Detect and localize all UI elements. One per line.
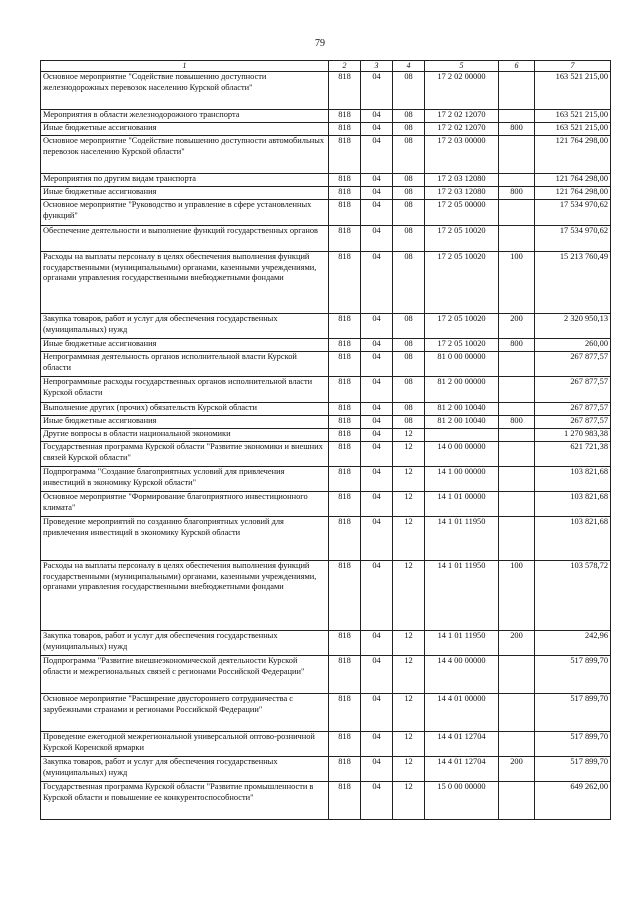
row-name-cell: Основное мероприятие "Содействие повышению доступности железнодорожных перевозок населению Курской области" xyxy=(41,72,329,110)
row-amount-cell: 517 899,70 xyxy=(535,694,611,732)
row-subsection-cell: 08 xyxy=(393,352,425,377)
row-name-cell: Расходы на выплаты персоналу в целях обеспечения выполнения функций государственными (муниципальными) органами, казенными учреждениями, органами управления государственными внебюджетными фондами xyxy=(41,252,329,314)
row-name-cell: Государственная программа Курской области "Развитие промышленности в Курской области и повышение ее конкурентоспособности" xyxy=(41,782,329,820)
row-target-article-cell: 17 2 02 12070 xyxy=(425,123,499,136)
row-expense-type-cell: 100 xyxy=(499,252,535,314)
table-row xyxy=(41,416,611,429)
table-row xyxy=(41,352,611,377)
row-name-cell: Расходы на выплаты персоналу в целях обеспечения выполнения функций государственными (муниципальными) органами, казенными учреждениями, органами управления государственными внебюджетными фондами xyxy=(41,561,329,631)
row-target-article-cell: 14 1 01 11950 xyxy=(425,631,499,656)
row-expense-type-cell xyxy=(499,467,535,492)
row-expense-type-cell xyxy=(499,174,535,187)
row-code-cell: 818 xyxy=(329,72,361,110)
row-section-cell: 04 xyxy=(361,226,393,252)
row-section-cell: 04 xyxy=(361,694,393,732)
row-target-article-cell: 14 1 01 00000 xyxy=(425,492,499,517)
row-code-cell: 818 xyxy=(329,757,361,782)
row-name-cell: Непрограммная деятельность органов исполнительной власти Курской области xyxy=(41,352,329,377)
row-section-cell: 04 xyxy=(361,442,393,467)
row-subsection-cell: 08 xyxy=(393,187,425,200)
row-code-cell: 818 xyxy=(329,187,361,200)
row-subsection-cell: 08 xyxy=(393,136,425,174)
row-name-cell: Выполнение других (прочих) обязательств Курской области xyxy=(41,403,329,416)
row-amount-cell: 267 877,57 xyxy=(535,416,611,429)
row-subsection-cell: 12 xyxy=(393,732,425,757)
row-amount-cell: 15 213 760,49 xyxy=(535,252,611,314)
row-target-article-cell: 14 1 01 11950 xyxy=(425,561,499,631)
table-row xyxy=(41,187,611,200)
row-subsection-cell: 12 xyxy=(393,631,425,656)
row-expense-type-cell xyxy=(499,732,535,757)
row-subsection-cell: 12 xyxy=(393,467,425,492)
row-section-cell: 04 xyxy=(361,517,393,561)
table-row xyxy=(41,561,611,631)
row-expense-type-cell xyxy=(499,136,535,174)
row-expense-type-cell xyxy=(499,694,535,732)
row-expense-type-cell xyxy=(499,352,535,377)
row-amount-cell: 121 764 298,00 xyxy=(535,174,611,187)
row-section-cell: 04 xyxy=(361,732,393,757)
row-amount-cell: 103 821,68 xyxy=(535,492,611,517)
row-name-cell: Основное мероприятие "Руководство и управление в сфере установленных функций" xyxy=(41,200,329,226)
row-expense-type-cell: 800 xyxy=(499,339,535,352)
row-amount-cell: 103 821,68 xyxy=(535,467,611,492)
row-subsection-cell: 12 xyxy=(393,757,425,782)
row-expense-type-cell xyxy=(499,377,535,403)
row-code-cell: 818 xyxy=(329,631,361,656)
row-subsection-cell: 08 xyxy=(393,377,425,403)
row-code-cell: 818 xyxy=(329,442,361,467)
row-name-cell: Подпрограмма "Создание благоприятных условий для привлечения инвестиций в экономику Курской области" xyxy=(41,467,329,492)
row-amount-cell: 267 877,57 xyxy=(535,403,611,416)
row-name-cell: Другие вопросы в области национальной экономики xyxy=(41,429,329,442)
row-target-article-cell: 14 4 01 12704 xyxy=(425,732,499,757)
row-code-cell: 818 xyxy=(329,429,361,442)
row-section-cell: 04 xyxy=(361,136,393,174)
row-code-cell: 818 xyxy=(329,136,361,174)
row-name-cell: Государственная программа Курской области "Развитие экономики и внешних связей Курской области" xyxy=(41,442,329,467)
row-amount-cell: 103 578,72 xyxy=(535,561,611,631)
row-amount-cell: 517 899,70 xyxy=(535,757,611,782)
row-code-cell: 818 xyxy=(329,174,361,187)
row-name-cell: Иные бюджетные ассигнования xyxy=(41,339,329,352)
row-expense-type-cell xyxy=(499,782,535,820)
row-expense-type-cell: 200 xyxy=(499,631,535,656)
table-row xyxy=(41,72,611,110)
row-code-cell: 818 xyxy=(329,517,361,561)
row-amount-cell: 17 534 970,62 xyxy=(535,226,611,252)
column-header: 1 xyxy=(41,61,329,72)
row-expense-type-cell xyxy=(499,226,535,252)
row-section-cell: 04 xyxy=(361,656,393,694)
table-row xyxy=(41,403,611,416)
row-name-cell: Закупка товаров, работ и услуг для обеспечения государственных (муниципальных) нужд xyxy=(41,314,329,339)
table-row xyxy=(41,110,611,123)
row-code-cell: 818 xyxy=(329,110,361,123)
row-section-cell: 04 xyxy=(361,757,393,782)
row-section-cell: 04 xyxy=(361,352,393,377)
column-header: 4 xyxy=(393,61,425,72)
row-amount-cell: 517 899,70 xyxy=(535,656,611,694)
row-expense-type-cell: 100 xyxy=(499,561,535,631)
row-code-cell: 818 xyxy=(329,467,361,492)
table-row xyxy=(41,732,611,757)
row-code-cell: 818 xyxy=(329,416,361,429)
table-row xyxy=(41,339,611,352)
table-row xyxy=(41,694,611,732)
row-target-article-cell: 81 2 00 10040 xyxy=(425,403,499,416)
row-expense-type-cell xyxy=(499,442,535,467)
row-subsection-cell: 08 xyxy=(393,314,425,339)
table-row xyxy=(41,314,611,339)
row-subsection-cell: 08 xyxy=(393,72,425,110)
column-header: 6 xyxy=(499,61,535,72)
row-name-cell: Подпрограмма "Развитие внешнеэкономической деятельности Курской области и межрегиональных связей с регионами Российской Федерации" xyxy=(41,656,329,694)
column-header: 2 xyxy=(329,61,361,72)
row-name-cell: Иные бюджетные ассигнования xyxy=(41,187,329,200)
row-name-cell: Основное мероприятие "Формирование благоприятного инвестиционного климата" xyxy=(41,492,329,517)
row-section-cell: 04 xyxy=(361,377,393,403)
row-section-cell: 04 xyxy=(361,123,393,136)
row-amount-cell: 260,00 xyxy=(535,339,611,352)
row-target-article-cell: 14 4 01 00000 xyxy=(425,694,499,732)
row-subsection-cell: 12 xyxy=(393,429,425,442)
row-subsection-cell: 12 xyxy=(393,782,425,820)
row-amount-cell: 103 821,68 xyxy=(535,517,611,561)
row-amount-cell: 163 521 215,00 xyxy=(535,123,611,136)
table-row xyxy=(41,492,611,517)
row-name-cell: Основное мероприятие "Расширение двустороннего сотрудничества с зарубежными странами и регионами Российской Федерации" xyxy=(41,694,329,732)
budget-table xyxy=(40,60,611,820)
row-target-article-cell: 81 2 00 00000 xyxy=(425,377,499,403)
table-row xyxy=(41,631,611,656)
row-amount-cell: 242,96 xyxy=(535,631,611,656)
row-expense-type-cell: 200 xyxy=(499,314,535,339)
row-target-article-cell: 17 2 02 00000 xyxy=(425,72,499,110)
row-subsection-cell: 08 xyxy=(393,123,425,136)
row-subsection-cell: 08 xyxy=(393,174,425,187)
row-target-article-cell: 17 2 02 12070 xyxy=(425,110,499,123)
row-code-cell: 818 xyxy=(329,200,361,226)
row-amount-cell: 649 262,00 xyxy=(535,782,611,820)
row-code-cell: 818 xyxy=(329,123,361,136)
row-target-article-cell: 14 4 00 00000 xyxy=(425,656,499,694)
row-code-cell: 818 xyxy=(329,226,361,252)
row-amount-cell: 267 877,57 xyxy=(535,352,611,377)
row-subsection-cell: 12 xyxy=(393,442,425,467)
row-expense-type-cell xyxy=(499,200,535,226)
table-row xyxy=(41,467,611,492)
row-expense-type-cell xyxy=(499,656,535,694)
row-section-cell: 04 xyxy=(361,314,393,339)
table-row xyxy=(41,226,611,252)
row-subsection-cell: 08 xyxy=(393,403,425,416)
row-name-cell: Обеспечение деятельности и выполнение функций государственных органов xyxy=(41,226,329,252)
row-section-cell: 04 xyxy=(361,403,393,416)
row-code-cell: 818 xyxy=(329,352,361,377)
row-code-cell: 818 xyxy=(329,339,361,352)
row-name-cell: Проведение мероприятий по созданию благоприятных условий для привлечения инвестиций в экономику Курской области xyxy=(41,517,329,561)
table-row xyxy=(41,757,611,782)
row-target-article-cell: 17 2 03 00000 xyxy=(425,136,499,174)
column-header: 5 xyxy=(425,61,499,72)
table-row xyxy=(41,136,611,174)
row-section-cell: 04 xyxy=(361,467,393,492)
column-header: 3 xyxy=(361,61,393,72)
table-row xyxy=(41,174,611,187)
row-subsection-cell: 12 xyxy=(393,656,425,694)
row-subsection-cell: 12 xyxy=(393,517,425,561)
row-target-article-cell: 14 4 01 12704 xyxy=(425,757,499,782)
row-name-cell: Основное мероприятие "Содействие повышению доступности автомобильных перевозок населению Курской области" xyxy=(41,136,329,174)
row-subsection-cell: 08 xyxy=(393,339,425,352)
row-section-cell: 04 xyxy=(361,252,393,314)
row-amount-cell: 121 764 298,00 xyxy=(535,187,611,200)
table-row xyxy=(41,429,611,442)
row-target-article-cell: 17 2 05 10020 xyxy=(425,339,499,352)
row-target-article-cell: 17 2 03 12080 xyxy=(425,174,499,187)
row-subsection-cell: 08 xyxy=(393,200,425,226)
row-name-cell: Закупка товаров, работ и услуг для обеспечения государственных (муниципальных) нужд xyxy=(41,631,329,656)
row-target-article-cell: 81 2 00 10040 xyxy=(425,416,499,429)
row-amount-cell: 163 521 215,00 xyxy=(535,72,611,110)
column-header: 7 xyxy=(535,61,611,72)
row-expense-type-cell xyxy=(499,429,535,442)
row-subsection-cell: 12 xyxy=(393,492,425,517)
row-code-cell: 818 xyxy=(329,694,361,732)
row-name-cell: Мероприятия в области железнодорожного транспорта xyxy=(41,110,329,123)
page-number: 79 xyxy=(315,38,325,49)
row-section-cell: 04 xyxy=(361,200,393,226)
row-section-cell: 04 xyxy=(361,187,393,200)
row-section-cell: 04 xyxy=(361,429,393,442)
table-row xyxy=(41,517,611,561)
table-row xyxy=(41,442,611,467)
row-expense-type-cell: 200 xyxy=(499,757,535,782)
row-amount-cell: 517 899,70 xyxy=(535,732,611,757)
row-target-article-cell: 81 0 00 00000 xyxy=(425,352,499,377)
table-row xyxy=(41,377,611,403)
row-section-cell: 04 xyxy=(361,782,393,820)
row-section-cell: 04 xyxy=(361,174,393,187)
row-code-cell: 818 xyxy=(329,403,361,416)
row-amount-cell: 17 534 970,62 xyxy=(535,200,611,226)
row-expense-type-cell: 800 xyxy=(499,123,535,136)
row-section-cell: 04 xyxy=(361,561,393,631)
row-target-article-cell xyxy=(425,429,499,442)
row-name-cell: Мероприятия по другим видам транспорта xyxy=(41,174,329,187)
row-section-cell: 04 xyxy=(361,339,393,352)
row-code-cell: 818 xyxy=(329,377,361,403)
row-amount-cell: 163 521 215,00 xyxy=(535,110,611,123)
row-code-cell: 818 xyxy=(329,561,361,631)
table-row xyxy=(41,782,611,820)
row-expense-type-cell xyxy=(499,110,535,123)
row-subsection-cell: 12 xyxy=(393,694,425,732)
row-subsection-cell: 08 xyxy=(393,416,425,429)
row-code-cell: 818 xyxy=(329,732,361,757)
row-subsection-cell: 08 xyxy=(393,110,425,123)
table-row xyxy=(41,200,611,226)
row-code-cell: 818 xyxy=(329,656,361,694)
row-amount-cell: 2 320 950,13 xyxy=(535,314,611,339)
row-target-article-cell: 17 2 05 00000 xyxy=(425,200,499,226)
row-code-cell: 818 xyxy=(329,782,361,820)
row-expense-type-cell xyxy=(499,403,535,416)
row-expense-type-cell xyxy=(499,72,535,110)
row-name-cell: Иные бюджетные ассигнования xyxy=(41,416,329,429)
row-amount-cell: 267 877,57 xyxy=(535,377,611,403)
row-code-cell: 818 xyxy=(329,492,361,517)
row-section-cell: 04 xyxy=(361,631,393,656)
row-target-article-cell: 17 2 03 12080 xyxy=(425,187,499,200)
row-name-cell: Непрограммные расходы государственных органов исполнительной власти Курской области xyxy=(41,377,329,403)
row-code-cell: 818 xyxy=(329,314,361,339)
row-target-article-cell: 17 2 05 10020 xyxy=(425,252,499,314)
row-amount-cell: 621 721,38 xyxy=(535,442,611,467)
row-subsection-cell: 08 xyxy=(393,252,425,314)
row-subsection-cell: 08 xyxy=(393,226,425,252)
row-code-cell: 818 xyxy=(329,252,361,314)
row-target-article-cell: 17 2 05 10020 xyxy=(425,226,499,252)
row-target-article-cell: 14 0 00 00000 xyxy=(425,442,499,467)
row-expense-type-cell: 800 xyxy=(499,416,535,429)
row-target-article-cell: 14 1 00 00000 xyxy=(425,467,499,492)
row-name-cell: Проведение ежегодной межрегиональной универсальной оптово-розничной Курской Коренской ярмарки xyxy=(41,732,329,757)
row-expense-type-cell: 800 xyxy=(499,187,535,200)
row-target-article-cell: 17 2 05 10020 xyxy=(425,314,499,339)
row-expense-type-cell xyxy=(499,492,535,517)
row-subsection-cell: 12 xyxy=(393,561,425,631)
row-name-cell: Иные бюджетные ассигнования xyxy=(41,123,329,136)
row-expense-type-cell xyxy=(499,517,535,561)
row-name-cell: Закупка товаров, работ и услуг для обеспечения государственных (муниципальных) нужд xyxy=(41,757,329,782)
row-target-article-cell: 14 1 01 11950 xyxy=(425,517,499,561)
table-row xyxy=(41,656,611,694)
row-section-cell: 04 xyxy=(361,492,393,517)
row-section-cell: 04 xyxy=(361,416,393,429)
table-row xyxy=(41,123,611,136)
table-header-row xyxy=(41,61,611,72)
row-target-article-cell: 15 0 00 00000 xyxy=(425,782,499,820)
table-row xyxy=(41,252,611,314)
row-section-cell: 04 xyxy=(361,72,393,110)
row-amount-cell: 1 270 983,38 xyxy=(535,429,611,442)
row-amount-cell: 121 764 298,00 xyxy=(535,136,611,174)
row-section-cell: 04 xyxy=(361,110,393,123)
